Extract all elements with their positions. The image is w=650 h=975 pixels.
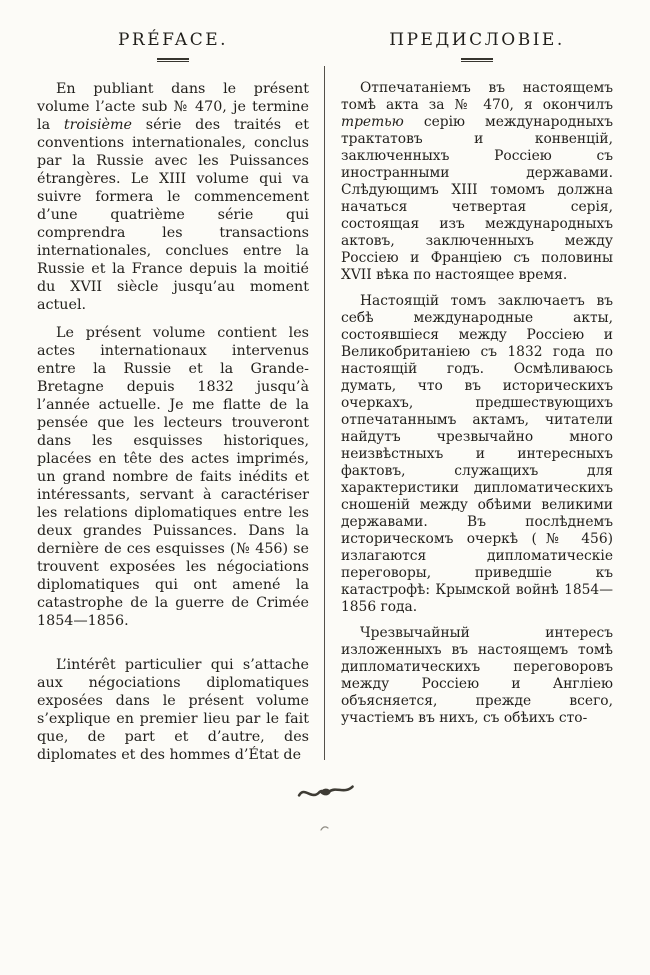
russian-paragraph-2: Настоящій томъ заключаетъ въ себѣ международные акты, состоявшіеся между Россіею и Великобританіею съ 1832 года по настоящій годъ. Осмѣливаюсь думать, что въ историческихъ очеркахъ, предшествующихъ отпечатаннымъ актамъ, читатели найдутъ чрезвычайно много неизвѣстныхъ и интересныхъ фактовъ, служащихъ для характеристики дипломатическихъ сношеній между обѣими великими державами. Въ послѣднемъ историческомъ очеркѣ (№ 456) излагаются дипломатическіе переговоры, приведшіе къ катастрофѣ: Крымской войнѣ 1854—1856 года. (341, 293, 613, 615)
russian-paragraph-1: Отпечатаніемъ въ настоящемъ томѣ акта за № 470, я окончилъ третью серію международныхъ трактатовъ и конвенцій, заключенныхъ Россіею съ иностранными державами. Слѣдующимъ XIII томомъ должна начаться четвертая серія, состоящая изъ международныхъ актовъ, заключенныхъ между Россіею и Франціею съ половины XVII вѣка по настоящее время. (341, 80, 613, 283)
french-paragraph-1: En publiant dans le présent volume l’acte sub № 470, je termine la troisième série des traités et conventions internationales, conclus par la Russie avec les Puissances étrangères. Le XIII volume qui va suivre formera le commencement d’une quatrième série qui comprendra les transactions internationales, conclues entre la Russie et la France depuis la moitié du XVII siècle jusqu’au moment actuel. (37, 81, 309, 313)
french-paragraph-3: L’intérêt particulier qui s’attache aux négociations diplomatiques exposées dans le présent volume s’explique en premier lieu par le fait que, de part et d’autre, des diplomates et des hommes d’État de (37, 657, 309, 763)
heading-french: PRÉFACE. (117, 30, 229, 50)
french-column (37, 30, 309, 774)
ink-speck-icon (320, 817, 330, 836)
french-paragraph-2: Le présent volume contient les actes internationaux intervenus entre la Russie et la Grande-Bretagne depuis 1832 jusqu’à l’année actuelle. Je me flatte de la pensée que les lecteurs trouveront dans les esquisses historiques, placées en tête des actes imprimés, un grand nombre de faits inédits et intéressants, servant à caractériser les relations diplomatiques entre les deux grandes Puissances. Dans la dernière de ces esquisses (№ 456) se trouvent exposées les négociations diplomatiques qui ont amené la catastrophe de la guerre de Crimée 1854—1856. (37, 325, 309, 629)
heading-russian: ПРЕДИСЛОВІЕ. (389, 30, 565, 50)
two-column-text (37, 30, 613, 774)
column-divider-rule (324, 66, 325, 760)
flourish-ornament-icon (296, 778, 356, 809)
russian-paragraph-3: Чрезвычайный интересъ изложенныхъ въ настоящемъ томѣ дипломатическихъ переговоровъ между Россіею и Англіею объясняется, прежде всего, участіемъ въ нихъ, съ обѣихъ сто- (341, 625, 613, 726)
russian-column (341, 30, 613, 774)
heading-double-rule-icon (461, 58, 493, 62)
heading-double-rule-icon (157, 58, 189, 62)
